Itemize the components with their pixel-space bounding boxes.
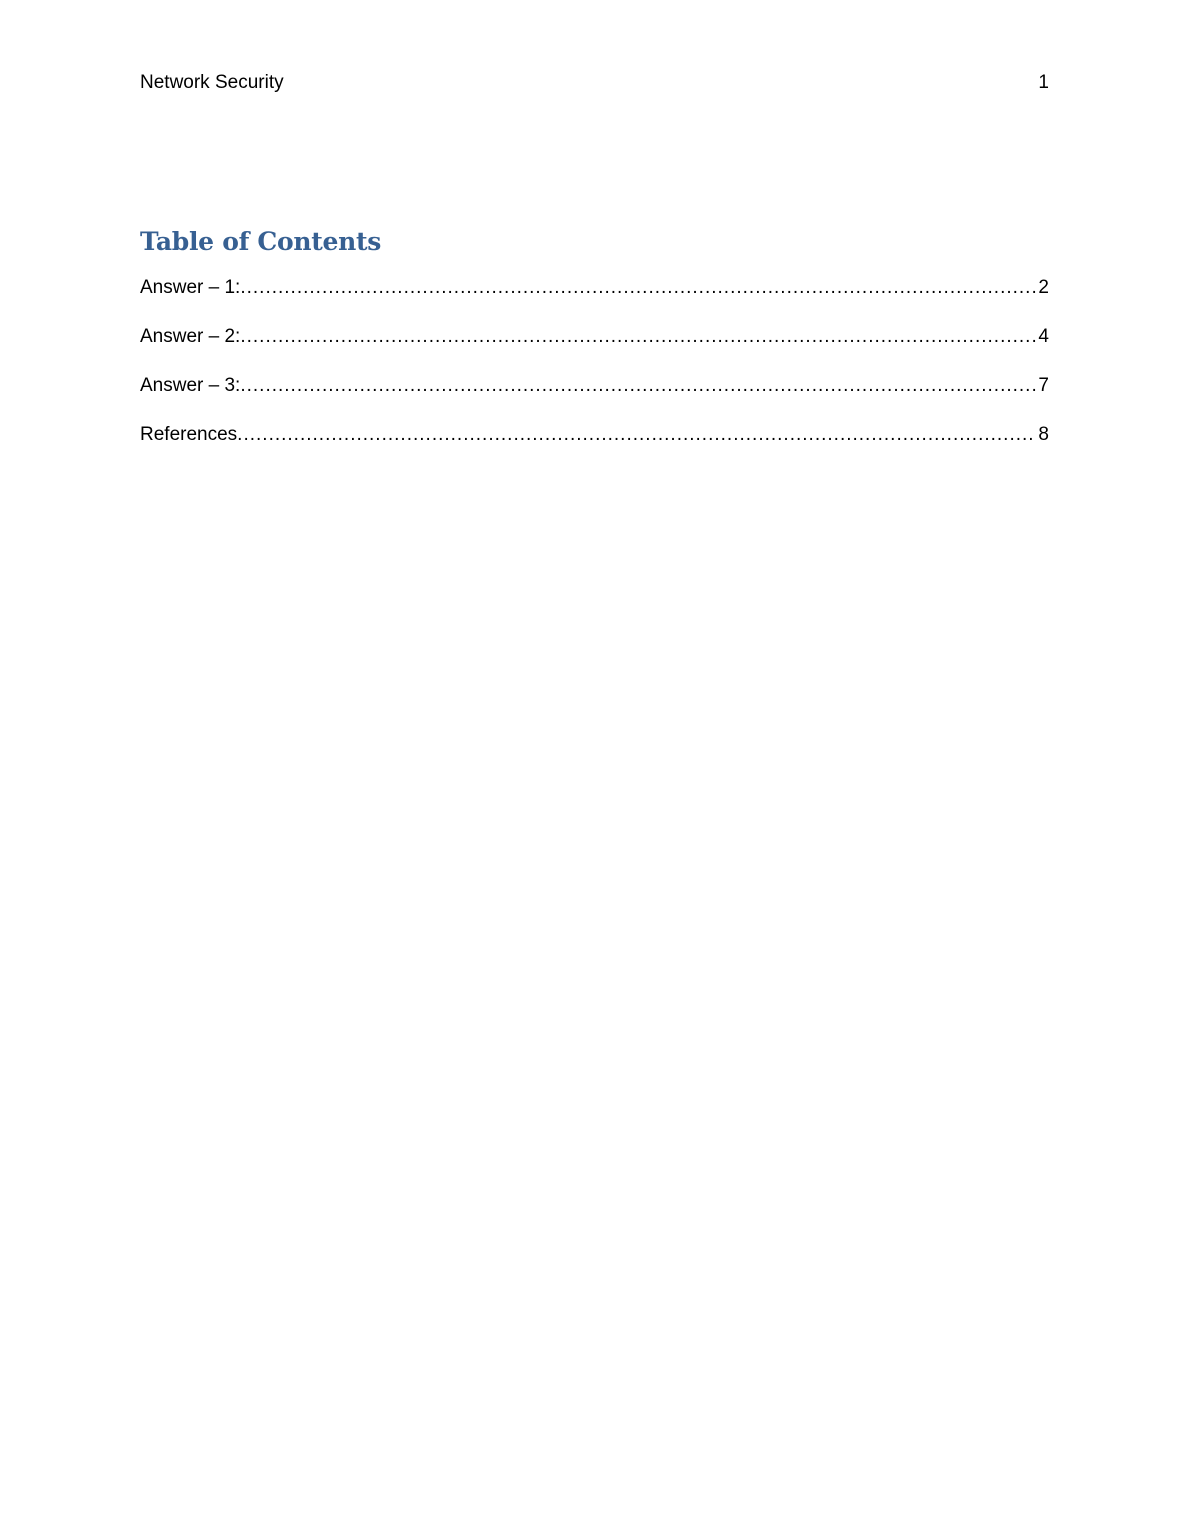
toc-dot-leader (237, 423, 1036, 447)
toc-entry-page[interactable]: 7 (1038, 375, 1049, 396)
toc-entry-page[interactable]: 2 (1038, 277, 1049, 298)
toc-heading: Table of Contents (140, 227, 382, 256)
table-of-contents (140, 276, 1049, 472)
toc-entry-label[interactable]: Answer – 2: (140, 326, 241, 347)
toc-entry-answer-2[interactable] (140, 325, 1049, 349)
toc-entry-answer-1[interactable] (140, 276, 1049, 300)
toc-entry-page[interactable]: 4 (1038, 326, 1049, 347)
toc-entry-answer-3[interactable] (140, 374, 1049, 398)
toc-dot-leader (240, 374, 1036, 398)
page-header (140, 71, 1049, 95)
toc-entry-references[interactable] (140, 423, 1049, 447)
toc-dot-leader (240, 325, 1036, 349)
toc-entry-label[interactable]: Answer – 1: (140, 277, 241, 298)
toc-entry-page[interactable]: 8 (1038, 424, 1049, 445)
header-page-number: 1 (1038, 72, 1049, 93)
toc-entry-label[interactable]: References (140, 424, 238, 445)
toc-entry-label[interactable]: Answer – 3: (140, 375, 241, 396)
header-title: Network Security (140, 72, 284, 93)
toc-dot-leader (240, 276, 1036, 300)
